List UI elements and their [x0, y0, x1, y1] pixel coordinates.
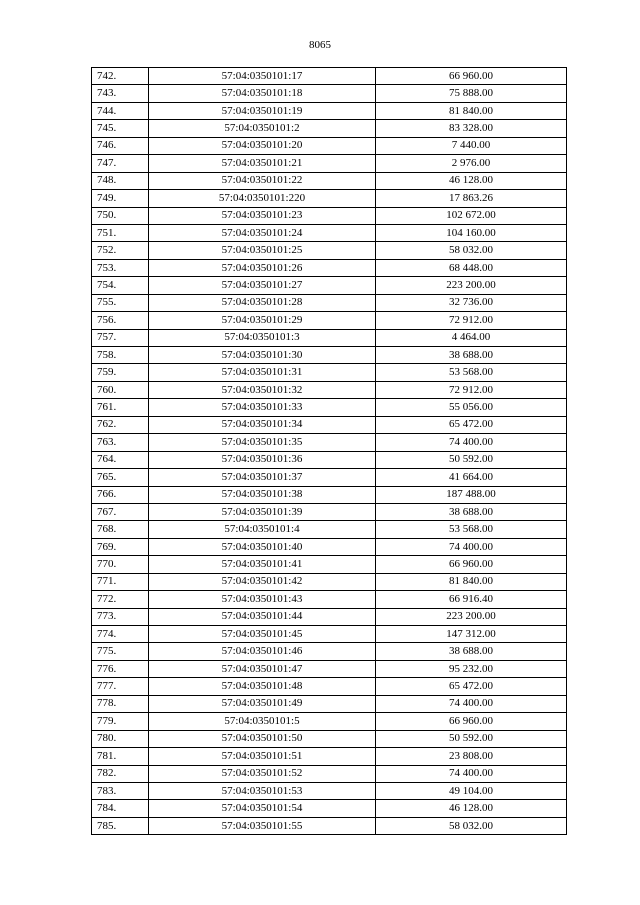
cadastral-number-cell: 57:04:0350101:55 — [149, 817, 376, 834]
cadastral-number-cell: 57:04:0350101:45 — [149, 626, 376, 643]
cadastral-number-cell: 57:04:0350101:23 — [149, 207, 376, 224]
row-number-cell: 756. — [92, 312, 149, 329]
cadastral-number-cell: 57:04:0350101:39 — [149, 503, 376, 520]
table-row — [92, 259, 567, 276]
row-number-cell: 774. — [92, 626, 149, 643]
cadastral-number-cell: 57:04:0350101:17 — [149, 68, 376, 85]
table-row — [92, 364, 567, 381]
row-number-cell: 785. — [92, 817, 149, 834]
table-row — [92, 329, 567, 346]
cadastral-value-cell: 72 912.00 — [376, 312, 567, 329]
row-number-cell: 776. — [92, 660, 149, 677]
cadastral-number-cell: 57:04:0350101:32 — [149, 381, 376, 398]
table-row — [92, 347, 567, 364]
row-number-cell: 762. — [92, 416, 149, 433]
cadastral-number-cell: 57:04:0350101:18 — [149, 85, 376, 102]
cadastral-number-cell: 57:04:0350101:35 — [149, 434, 376, 451]
cadastral-value-cell: 104 160.00 — [376, 224, 567, 241]
cadastral-value-cell: 4 464.00 — [376, 329, 567, 346]
table-row — [92, 695, 567, 712]
cadastral-number-cell: 57:04:0350101:22 — [149, 172, 376, 189]
cadastral-number-cell: 57:04:0350101:24 — [149, 224, 376, 241]
cadastral-value-cell: 53 568.00 — [376, 364, 567, 381]
row-number-cell: 766. — [92, 486, 149, 503]
cadastral-number-cell: 57:04:0350101:44 — [149, 608, 376, 625]
cadastral-number-cell: 57:04:0350101:5 — [149, 713, 376, 730]
cadastral-value-cell: 65 472.00 — [376, 416, 567, 433]
cadastral-value-cell: 46 128.00 — [376, 800, 567, 817]
cadastral-number-cell: 57:04:0350101:220 — [149, 190, 376, 207]
table-row — [92, 68, 567, 85]
cadastral-value-cell: 7 440.00 — [376, 137, 567, 154]
table-row — [92, 748, 567, 765]
table-row — [92, 713, 567, 730]
cadastral-value-cell: 102 672.00 — [376, 207, 567, 224]
cadastral-number-cell: 57:04:0350101:37 — [149, 469, 376, 486]
row-number-cell: 747. — [92, 155, 149, 172]
table-row — [92, 190, 567, 207]
row-number-cell: 759. — [92, 364, 149, 381]
table-row — [92, 782, 567, 799]
table-row — [92, 538, 567, 555]
cadastral-number-cell: 57:04:0350101:29 — [149, 312, 376, 329]
cadastral-value-cell: 38 688.00 — [376, 503, 567, 520]
cadastral-value-cell: 66 916.40 — [376, 591, 567, 608]
cadastral-number-cell: 57:04:0350101:43 — [149, 591, 376, 608]
cadastral-value-cell: 55 056.00 — [376, 399, 567, 416]
cadastral-number-cell: 57:04:0350101:51 — [149, 748, 376, 765]
cadastral-number-cell: 57:04:0350101:42 — [149, 573, 376, 590]
cadastral-number-cell: 57:04:0350101:50 — [149, 730, 376, 747]
cadastral-value-cell: 50 592.00 — [376, 451, 567, 468]
table-row — [92, 416, 567, 433]
row-number-cell: 784. — [92, 800, 149, 817]
table-row — [92, 294, 567, 311]
cadastral-value-cell: 74 400.00 — [376, 434, 567, 451]
table-row — [92, 503, 567, 520]
row-number-cell: 752. — [92, 242, 149, 259]
table-row — [92, 85, 567, 102]
table-body — [92, 68, 567, 835]
cadastral-value-cell: 83 328.00 — [376, 120, 567, 137]
cadastral-value-cell: 75 888.00 — [376, 85, 567, 102]
cadastral-value-cell: 38 688.00 — [376, 643, 567, 660]
cadastral-value-cell: 68 448.00 — [376, 259, 567, 276]
row-number-cell: 757. — [92, 329, 149, 346]
cadastral-number-cell: 57:04:0350101:46 — [149, 643, 376, 660]
cadastral-number-cell: 57:04:0350101:49 — [149, 695, 376, 712]
cadastral-number-cell: 57:04:0350101:26 — [149, 259, 376, 276]
row-number-cell: 743. — [92, 85, 149, 102]
cadastral-value-cell: 2 976.00 — [376, 155, 567, 172]
table-row — [92, 242, 567, 259]
cadastral-value-cell: 81 840.00 — [376, 102, 567, 119]
row-number-cell: 754. — [92, 277, 149, 294]
row-number-cell: 779. — [92, 713, 149, 730]
row-number-cell: 763. — [92, 434, 149, 451]
table-row — [92, 660, 567, 677]
cadastral-number-cell: 57:04:0350101:19 — [149, 102, 376, 119]
table-row — [92, 102, 567, 119]
cadastral-value-cell: 53 568.00 — [376, 521, 567, 538]
row-number-cell: 760. — [92, 381, 149, 398]
cadastral-value-cell: 187 488.00 — [376, 486, 567, 503]
table-row — [92, 626, 567, 643]
cadastral-number-cell: 57:04:0350101:34 — [149, 416, 376, 433]
row-number-cell: 749. — [92, 190, 149, 207]
cadastral-number-cell: 57:04:0350101:54 — [149, 800, 376, 817]
table-row — [92, 556, 567, 573]
row-number-cell: 761. — [92, 399, 149, 416]
row-number-cell: 742. — [92, 68, 149, 85]
row-number-cell: 764. — [92, 451, 149, 468]
row-number-cell: 744. — [92, 102, 149, 119]
table-row — [92, 469, 567, 486]
row-number-cell: 750. — [92, 207, 149, 224]
table-row — [92, 120, 567, 137]
row-number-cell: 746. — [92, 137, 149, 154]
cadastral-value-cell: 66 960.00 — [376, 68, 567, 85]
row-number-cell: 770. — [92, 556, 149, 573]
cadastral-number-cell: 57:04:0350101:28 — [149, 294, 376, 311]
cadastral-number-cell: 57:04:0350101:36 — [149, 451, 376, 468]
cadastral-number-cell: 57:04:0350101:30 — [149, 347, 376, 364]
cadastral-value-cell: 74 400.00 — [376, 695, 567, 712]
table-row — [92, 643, 567, 660]
row-number-cell: 772. — [92, 591, 149, 608]
cadastral-value-cell: 65 472.00 — [376, 678, 567, 695]
table-row — [92, 765, 567, 782]
table-row — [92, 591, 567, 608]
cadastral-value-cell: 147 312.00 — [376, 626, 567, 643]
table-row — [92, 312, 567, 329]
cadastral-number-cell: 57:04:0350101:53 — [149, 782, 376, 799]
cadastral-number-cell: 57:04:0350101:52 — [149, 765, 376, 782]
row-number-cell: 775. — [92, 643, 149, 660]
cadastral-value-cell: 95 232.00 — [376, 660, 567, 677]
cadastral-number-cell: 57:04:0350101:21 — [149, 155, 376, 172]
row-number-cell: 755. — [92, 294, 149, 311]
table-row — [92, 817, 567, 834]
row-number-cell: 751. — [92, 224, 149, 241]
row-number-cell: 768. — [92, 521, 149, 538]
table-row — [92, 277, 567, 294]
cadastral-value-table — [91, 67, 567, 835]
cadastral-value-cell: 23 808.00 — [376, 748, 567, 765]
table-row — [92, 399, 567, 416]
cadastral-number-cell: 57:04:0350101:4 — [149, 521, 376, 538]
table-row — [92, 800, 567, 817]
table-row — [92, 521, 567, 538]
cadastral-number-cell: 57:04:0350101:33 — [149, 399, 376, 416]
cadastral-number-cell: 57:04:0350101:31 — [149, 364, 376, 381]
row-number-cell: 780. — [92, 730, 149, 747]
cadastral-value-cell: 81 840.00 — [376, 573, 567, 590]
row-number-cell: 769. — [92, 538, 149, 555]
row-number-cell: 773. — [92, 608, 149, 625]
table-row — [92, 207, 567, 224]
table-row — [92, 381, 567, 398]
table-row — [92, 678, 567, 695]
cadastral-value-cell: 72 912.00 — [376, 381, 567, 398]
cadastral-number-cell: 57:04:0350101:40 — [149, 538, 376, 555]
cadastral-value-cell: 50 592.00 — [376, 730, 567, 747]
row-number-cell: 783. — [92, 782, 149, 799]
cadastral-number-cell: 57:04:0350101:48 — [149, 678, 376, 695]
cadastral-value-cell: 58 032.00 — [376, 817, 567, 834]
cadastral-value-cell: 38 688.00 — [376, 347, 567, 364]
cadastral-number-cell: 57:04:0350101:20 — [149, 137, 376, 154]
cadastral-number-cell: 57:04:0350101:2 — [149, 120, 376, 137]
page-number: 8065 — [309, 39, 331, 51]
cadastral-value-cell: 46 128.00 — [376, 172, 567, 189]
row-number-cell: 778. — [92, 695, 149, 712]
cadastral-number-cell: 57:04:0350101:27 — [149, 277, 376, 294]
cadastral-value-cell: 66 960.00 — [376, 556, 567, 573]
row-number-cell: 767. — [92, 503, 149, 520]
cadastral-value-cell: 223 200.00 — [376, 277, 567, 294]
cadastral-value-cell: 223 200.00 — [376, 608, 567, 625]
table-row — [92, 573, 567, 590]
row-number-cell: 777. — [92, 678, 149, 695]
cadastral-value-cell: 58 032.00 — [376, 242, 567, 259]
table-row — [92, 137, 567, 154]
cadastral-value-cell: 49 104.00 — [376, 782, 567, 799]
cadastral-value-cell: 66 960.00 — [376, 713, 567, 730]
row-number-cell: 748. — [92, 172, 149, 189]
cadastral-value-cell: 41 664.00 — [376, 469, 567, 486]
table-row — [92, 451, 567, 468]
row-number-cell: 758. — [92, 347, 149, 364]
row-number-cell: 782. — [92, 765, 149, 782]
table-row — [92, 730, 567, 747]
cadastral-value-cell: 74 400.00 — [376, 538, 567, 555]
cadastral-number-cell: 57:04:0350101:3 — [149, 329, 376, 346]
cadastral-number-cell: 57:04:0350101:25 — [149, 242, 376, 259]
cadastral-value-cell: 74 400.00 — [376, 765, 567, 782]
cadastral-value-cell: 32 736.00 — [376, 294, 567, 311]
table-row — [92, 155, 567, 172]
table-row — [92, 434, 567, 451]
table-row — [92, 608, 567, 625]
table-row — [92, 486, 567, 503]
row-number-cell: 771. — [92, 573, 149, 590]
table-row — [92, 172, 567, 189]
cadastral-number-cell: 57:04:0350101:38 — [149, 486, 376, 503]
table-row — [92, 224, 567, 241]
row-number-cell: 753. — [92, 259, 149, 276]
row-number-cell: 781. — [92, 748, 149, 765]
cadastral-number-cell: 57:04:0350101:41 — [149, 556, 376, 573]
row-number-cell: 745. — [92, 120, 149, 137]
cadastral-number-cell: 57:04:0350101:47 — [149, 660, 376, 677]
cadastral-value-cell: 17 863.26 — [376, 190, 567, 207]
row-number-cell: 765. — [92, 469, 149, 486]
